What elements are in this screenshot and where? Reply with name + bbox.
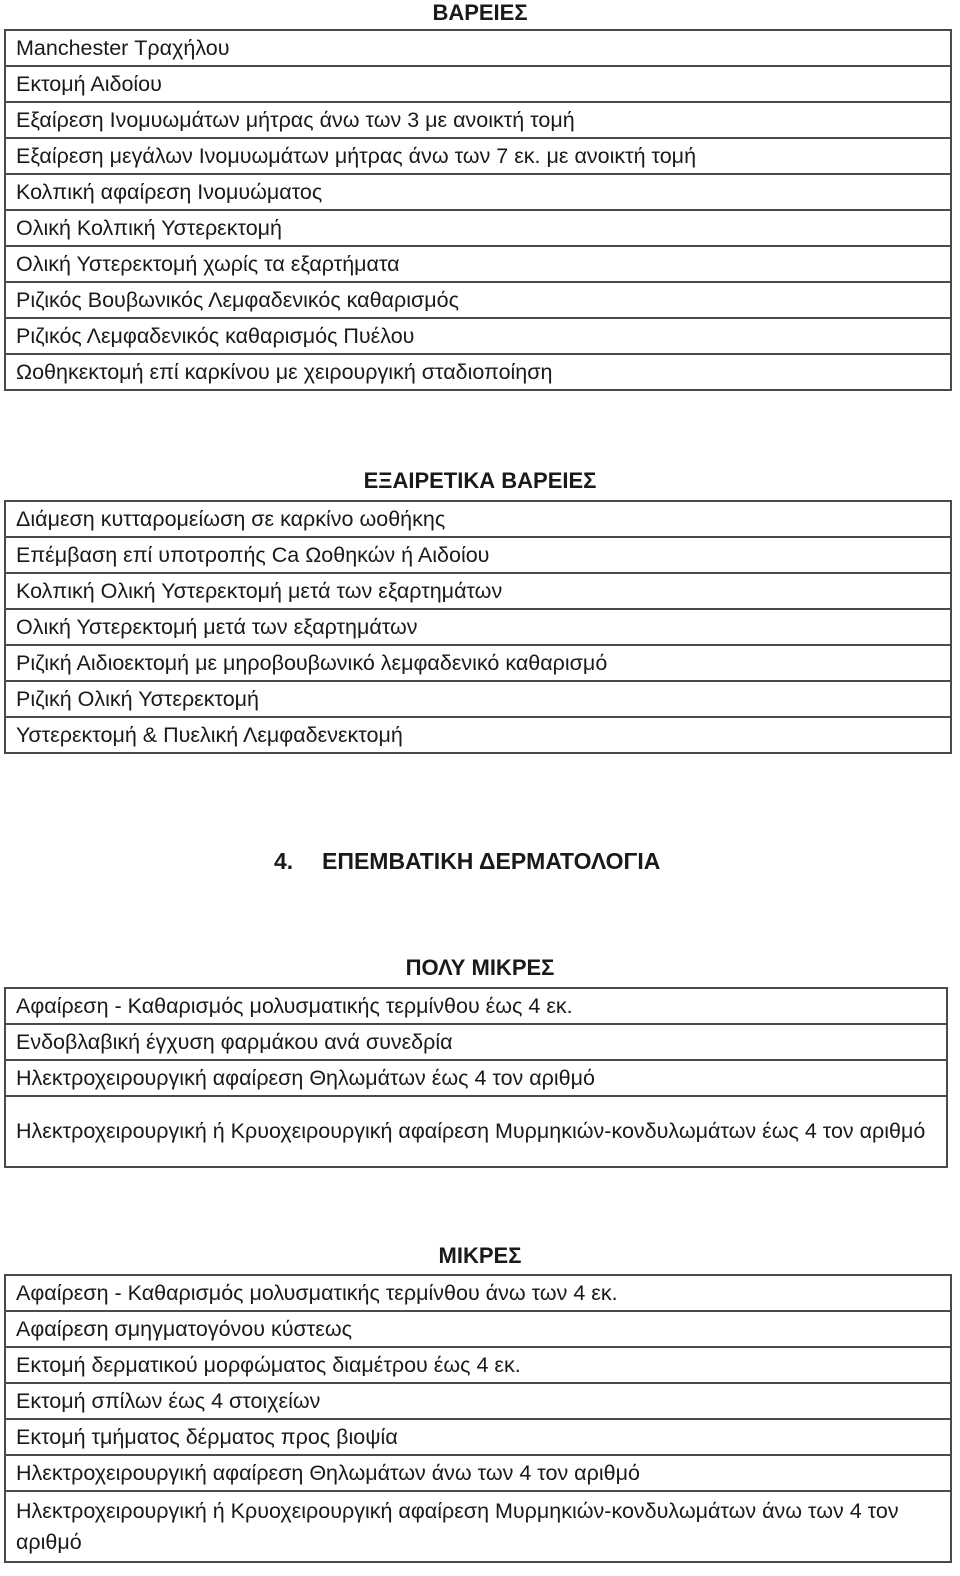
table-row: Ολική Υστερεκτομή μετά των εξαρτημάτων (5, 609, 951, 645)
section-title-vareies: ΒΑΡΕΙΕΣ (432, 0, 528, 25)
table-row: Εκτομή σπίλων έως 4 στοιχείων (5, 1383, 951, 1419)
table-row: Εκτομή τμήματος δέρματος προς βιοψία (5, 1419, 951, 1455)
table-row: Εκτομή Αιδοίου (5, 66, 951, 102)
table-row: Ολική Υστερεκτομή χωρίς τα εξαρτήματα (5, 246, 951, 282)
table-row: Ριζικός Λεμφαδενικός καθαρισμός Πυέλου (5, 318, 951, 354)
table-row: Manchester Τραχήλου (5, 30, 951, 66)
table-vareies (4, 29, 952, 391)
section-title-poly-mikres: ΠΟΛΥ ΜΙΚΡΕΣ (405, 955, 555, 980)
table-row: Επέμβαση επί υποτροπής Ca Ωοθηκών ή Αιδοίου (5, 537, 951, 573)
table-row: Εξαίρεση μεγάλων Ινομυωμάτων μήτρας άνω των 7 εκ. με ανοικτή τομή (5, 138, 951, 174)
table-row: Ηλεκτροχειρουργική αφαίρεση Θηλωμάτων άνω των 4 τον αριθμό (5, 1455, 951, 1491)
table-row: Κολπική Ολική Υστερεκτομή μετά των εξαρτημάτων (5, 573, 951, 609)
table-row: Κολπική αφαίρεση Ινομυώματος (5, 174, 951, 210)
table-row: Ωοθηκεκτομή επί καρκίνου με χειρουργική σταδιοποίηση (5, 354, 951, 390)
table-row: Αφαίρεση - Καθαρισμός μολυσματικής τερμίνθου έως 4 εκ. (5, 988, 947, 1024)
table-poly-mikres (4, 987, 948, 1168)
table-row: Ηλεκτροχειρουργική ή Κρυοχειρουργική αφαίρεση Μυρμηκιών-κονδυλωμάτων άνω των 4 τον αριθμό (5, 1491, 951, 1562)
section-title-exairetika: ΕΞΑΙΡΕΤΙΚΑ ΒΑΡΕΙΕΣ (363, 468, 597, 493)
table-row: Ριζική Αιδιοεκτομή με μηροβουβωνικό λεμφαδενικό καθαρισμό (5, 645, 951, 681)
table-row: Εκτομή δερματικού μορφώματος διαμέτρου έως 4 εκ. (5, 1347, 951, 1383)
table-row: Ολική Κολπική Υστερεκτομή (5, 210, 951, 246)
table-row: Εξαίρεση Ινομυωμάτων μήτρας άνω των 3 με ανοικτή τομή (5, 102, 951, 138)
table-row: Αφαίρεση - Καθαρισμός μολυσματικής τερμίνθου άνω των 4 εκ. (5, 1275, 951, 1311)
table-row: Ριζικός Βουβωνικός Λεμφαδενικός καθαρισμός (5, 282, 951, 318)
table-row: Ενδοβλαβική έγχυση φαρμάκου ανά συνεδρία (5, 1024, 947, 1060)
chapter-title: ΕΠΕΜΒΑΤΙΚΗ ΔΕΡΜΑΤΟΛΟΓΙΑ (322, 848, 661, 874)
table-row: Ηλεκτροχειρουργική αφαίρεση Θηλωμάτων έως 4 τον αριθμό (5, 1060, 947, 1096)
table-row: Διάμεση κυτταρομείωση σε καρκίνο ωοθήκης (5, 501, 951, 537)
table-mikres (4, 1274, 952, 1563)
table-row: Ριζική Ολική Υστερεκτομή (5, 681, 951, 717)
table-row: Υστερεκτομή & Πυελική Λεμφαδενεκτομή (5, 717, 951, 753)
table-exairetika (4, 500, 952, 754)
table-row: Ηλεκτροχειρουργική ή Κρυοχειρουργική αφαίρεση Μυρμηκιών-κονδυλωμάτων έως 4 τον αριθμό (5, 1096, 947, 1167)
chapter-number: 4. (274, 848, 294, 874)
table-row: Αφαίρεση σμηγματογόνου κύστεως (5, 1311, 951, 1347)
section-title-mikres: ΜΙΚΡΕΣ (438, 1243, 522, 1268)
